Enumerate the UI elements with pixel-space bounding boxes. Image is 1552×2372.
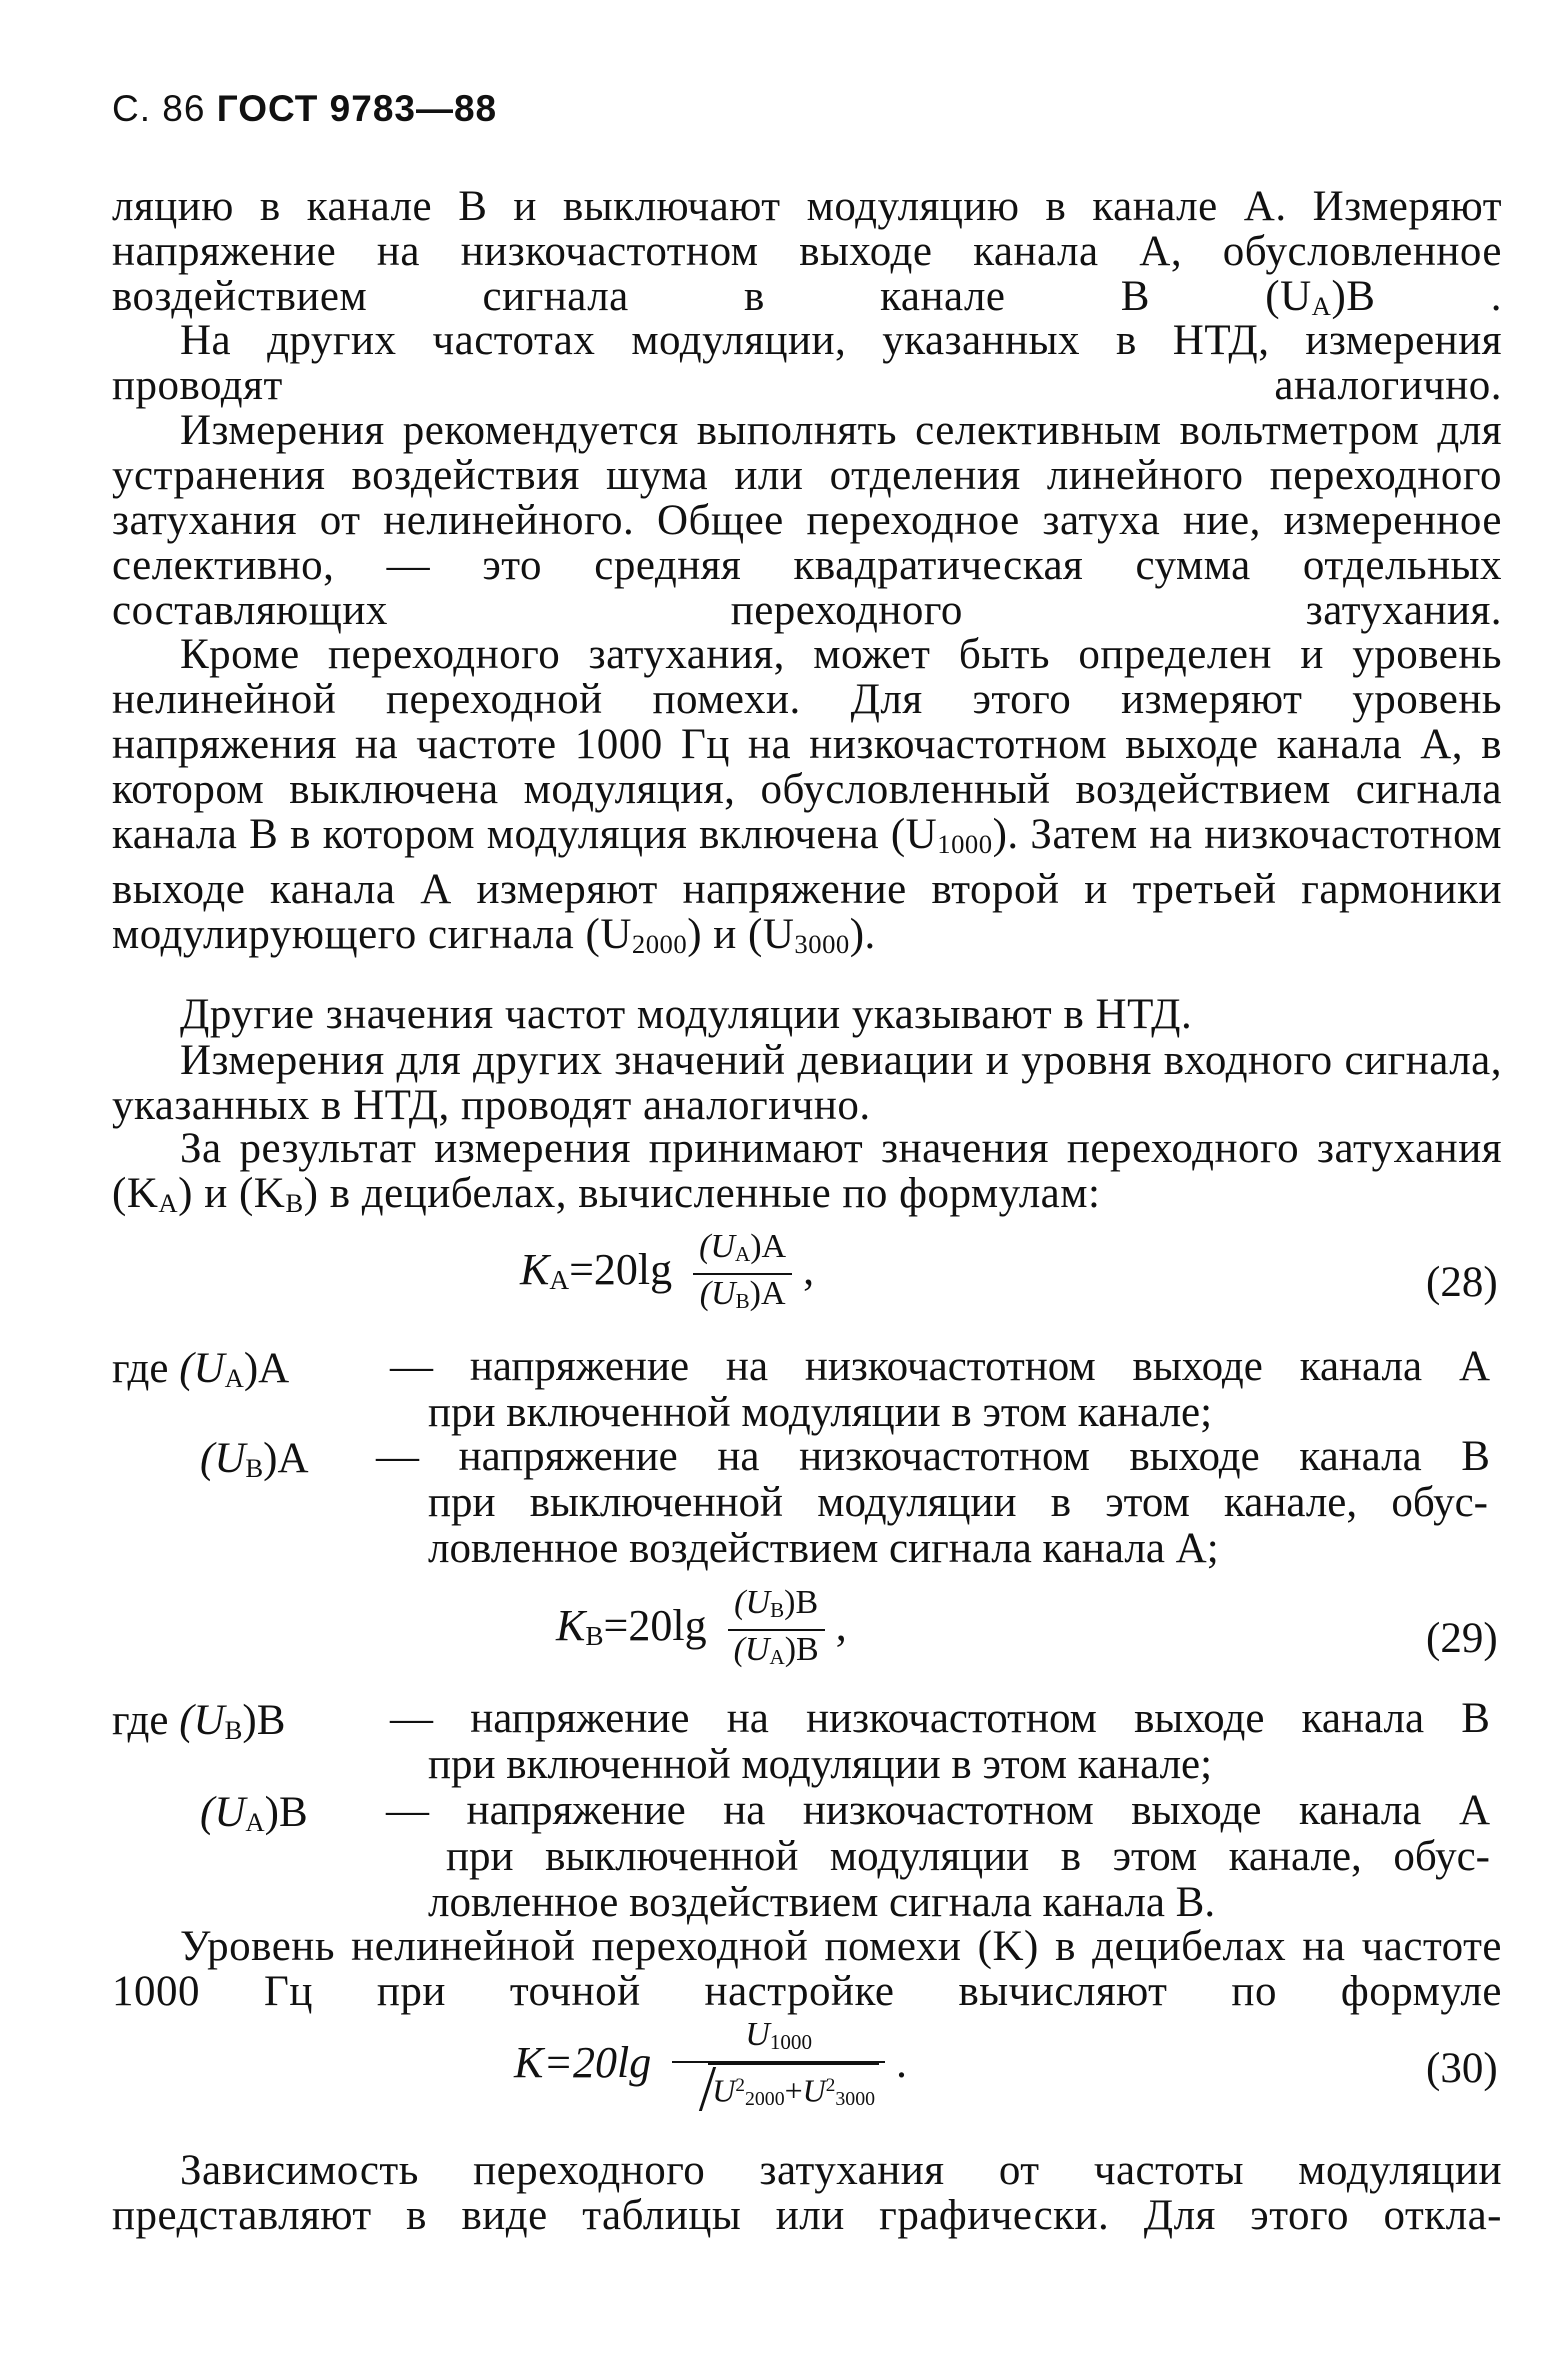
formula-30: K=20lg $\frac{U_{1000}}{U^2_{2000}+U^2_{3000}}$ . — [514, 2016, 907, 2118]
definition-symbol: $(U_B)A$ — [200, 1435, 309, 1483]
definition-symbol: где $(U_A)A$ — [112, 1345, 290, 1393]
standard-id: ГОСТ 9783—88 — [216, 88, 498, 129]
page-header — [112, 88, 497, 130]
paragraph-9: Зависимость переходного затухания от частоты модуляции представляют в виде таблицы или графически. Для этого откла- — [112, 2147, 1502, 2239]
definition-text: при выключенной модуляции в этом канале, обус- — [446, 1833, 1490, 1880]
paragraph-3: Измерения рекомендуется выполнять селективным вольтметром для устранения воздействия шума или отделения линейного переходного затухания от нелинейного. Общее переходное затуха ние, измеренное селективно, — это средняя квадратическая сумма отдельных составляющих переходного затухания. — [112, 407, 1502, 634]
paragraph-4: Кроме переходного затухания, может быть определен и уровень нелинейной переходной помехи. Для этого измеряют уровень напряжения на частоте 1000 Гц на низкочастотном выходе канала А, в котором выключена модуляция, обусловленный воздействием сигнала канала В в котором модуляция включена $(U_{1000})$. Затем на низкочастотном выходе канала А измеряют напряжение второй и третьей гармоники модулирующего сигнала $(U_{2000})$ и $(U_{3000})$. — [112, 631, 1503, 959]
equation-number-30: (30) — [1426, 2045, 1498, 2092]
definition-text: — напряжение на низкочастотном выходе канала В — [390, 1695, 1490, 1742]
definition-text: — напряжение на низкочастотном выходе канала А — [386, 1787, 1490, 1834]
paragraph-1: ляцию в канале В и выключают модуляцию в канале А. Измеряют напряжение на низкочастотном выходе канала А, обусловленное воздействием сигнала в канале В $(U_A)B$ . — [112, 183, 1502, 321]
definition-text: при включенной модуляции в этом канале; — [428, 1389, 1213, 1436]
paragraph-7: За результат измерения принимают значения переходного затухания $(K_A)$ и $(K_B)$ в децибелах, вычисленные по формулам: — [112, 1125, 1502, 1218]
definition-text: ловленное воздействием сигнала канала А; — [428, 1525, 1219, 1572]
definition-text: при включенной модуляции в этом канале; — [428, 1741, 1213, 1788]
square-root: $U^2_{2000}+U^2_{3000}$ — [678, 2063, 879, 2118]
paragraph-2: На других частотах модуляции, указанных в НТД, измерения проводят аналогично. — [112, 317, 1502, 409]
formula-29: $K_B=20\lg$ $\frac{(U_B)B}{(U_A)B}$ , — [556, 1584, 847, 1676]
definition-text: — напряжение на низкочастотном выходе канала В — [376, 1433, 1490, 1480]
paragraph-8: Уровень нелинейной переходной помехи (K) в децибелах на частоте 1000 Гц при точной настройке вычисляют по формуле — [112, 1923, 1502, 2015]
paragraph-6: Измерения для других значений девиации и уровня входного сигнала, указанных в НТД, проводят аналогично. — [112, 1037, 1502, 1129]
equation-number-29: (29) — [1426, 1615, 1498, 1662]
formula-28: $K_A=20\lg$ $\frac{(U_A)A}{(U_B)A}$ , — [520, 1228, 814, 1320]
fraction: $\frac{(U_B)B}{(U_A)B}$ — [728, 1584, 825, 1676]
fraction: $\frac{(U_A)A}{(U_B)A}$ — [693, 1228, 792, 1320]
equation-number-28: (28) — [1426, 1259, 1498, 1306]
definition-text: ловленное воздействием сигнала канала В. — [428, 1879, 1216, 1926]
definition-symbol: где $(U_B)B$ — [112, 1697, 286, 1745]
definition-text: — напряжение на низкочастотном выходе канала А — [390, 1343, 1490, 1390]
fraction: $\frac{U_{1000}}{U^2_{2000}+U^2_{3000}}$ — [672, 2016, 885, 2118]
definition-text: при выключенной модуляции в этом канале, обус- — [428, 1479, 1488, 1526]
paragraph-5: Другие значения частот модуляции указывают в НТД. — [180, 991, 1193, 1038]
definition-symbol: $(U_A)B$ — [200, 1789, 308, 1837]
page-number: С. 86 — [112, 88, 206, 129]
